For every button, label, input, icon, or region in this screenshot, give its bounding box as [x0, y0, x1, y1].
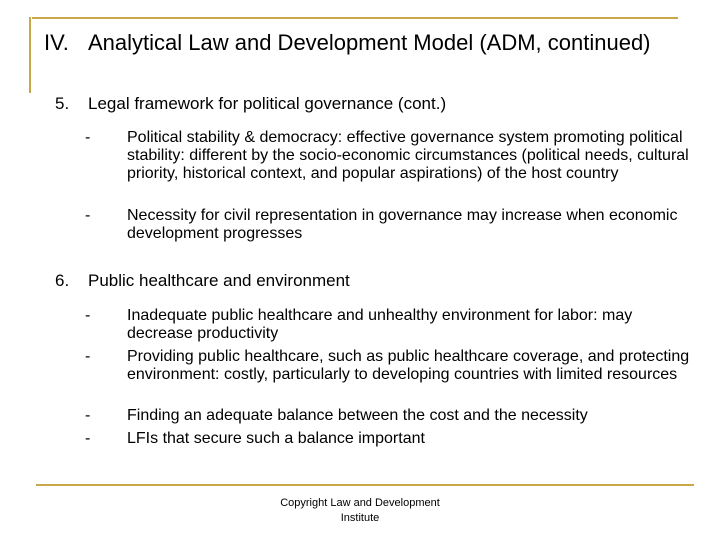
bullet-dash: - [85, 430, 91, 447]
bullet-text: Providing public healthcare, such as public healthcare coverage, and protecting environment: costly, particularly to developing countries with limited resources [127, 348, 690, 383]
footer-copyright [260, 496, 460, 526]
title-number: IV. [44, 30, 69, 55]
title-text: Analytical Law and Development Model (ADM, continued) [88, 30, 651, 55]
bullet-dash: - [85, 348, 91, 365]
bullet-dash: - [85, 407, 91, 424]
bullet-dash: - [85, 207, 91, 224]
bullet-text: Inadequate public healthcare and unhealthy environment for labor: may decrease productivity [127, 307, 633, 342]
bullet-text: Finding an adequate balance between the cost and the necessity [127, 407, 588, 424]
bullet-dash: - [85, 307, 91, 324]
section-number: 5. [55, 94, 70, 113]
bottom-decorative-rule [36, 484, 694, 486]
bullet-text: LFIs that secure such a balance important [127, 430, 425, 447]
section-number: 6. [55, 271, 70, 290]
bullet-text: Necessity for civil representation in governance may increase when economic development progresses [127, 207, 678, 242]
footer-line-1: Copyright Law and Development [280, 497, 440, 509]
section-heading-5 [55, 94, 446, 114]
bullet-dash: - [85, 129, 91, 146]
slide-title [44, 29, 664, 57]
top-decorative-rule [32, 17, 678, 19]
section-heading-6 [55, 271, 350, 291]
section-heading-text: Legal framework for political governance (cont.) [88, 94, 447, 113]
left-decorative-rule [29, 17, 31, 93]
bullet-text: Political stability & democracy: effective governance system promoting political stability: different by the socio-economic circumstances (political needs, cultural priority, historical context, and popular aspirations) of the host country [127, 129, 689, 182]
section-heading-text: Public healthcare and environment [88, 271, 350, 290]
footer-line-2: Institute [340, 512, 380, 524]
